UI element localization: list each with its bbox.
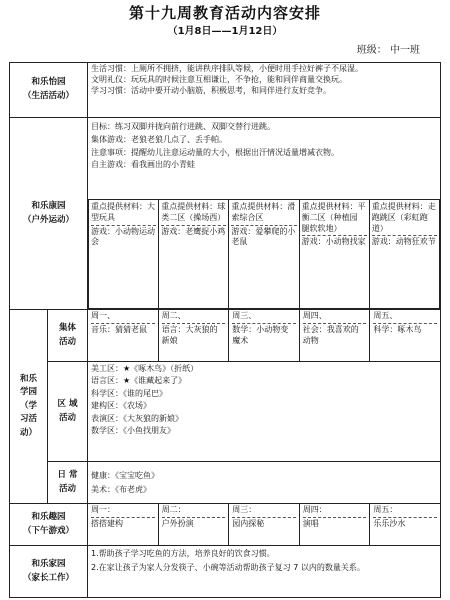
divider (373, 517, 437, 518)
daily-item: 美术：《布老虎》 (91, 484, 152, 494)
sub-title: 区 域 (57, 398, 78, 409)
afternoon-day-cell (88, 504, 159, 546)
daily-item: 健康：《宝宝吃鱼》 (91, 470, 160, 480)
section-subtitle: （家长工作） (23, 572, 75, 583)
section-label-afternoon (10, 504, 88, 546)
divider (303, 517, 367, 518)
row-learning-group (10, 310, 441, 362)
sub-title: 日 常 (57, 469, 78, 480)
daily-content (88, 462, 441, 504)
outdoor-zones (88, 199, 440, 309)
divider (91, 225, 156, 226)
day: 周四、 (302, 311, 327, 320)
outdoor-line: 目标：练习双脚并拢向前行进跳、双脚交替行进跳。 (91, 122, 276, 131)
day: 周二： (161, 505, 186, 514)
zone-game: 游戏：小动物找家 (301, 237, 366, 247)
row-afternoon (10, 504, 441, 546)
zone-cell (229, 200, 299, 309)
class-label: 班级： (356, 45, 387, 56)
zone-cell (369, 200, 439, 309)
activity: 户外扮演 (161, 518, 194, 528)
zone-game: 游戏：爱攀爬的小老鼠 (231, 226, 296, 247)
afternoon-day-cell (299, 504, 370, 546)
zone-cell (159, 200, 229, 309)
activity: 园内探秘 (232, 518, 265, 528)
outdoor-line: 自主游戏：看我画出的小青蛙 (91, 160, 196, 170)
life-line: 学习习惯：活动中要开动小脑筋，积极思考，和同伴进行友好竞争。 (91, 85, 332, 95)
zone-material: 重点提供材料：平衡二区（种植园 腿软软地） (301, 202, 366, 233)
zone-game: 游戏：老鹰捉小鸡 (161, 226, 226, 236)
area-item: 美工区：★《啄木鸟》（折纸） (91, 364, 199, 373)
home-line: 2.在家让孩子为家人分发筷子、小碗等活动帮助孩子复习 7 以内的数量关系。 (91, 562, 365, 572)
section-title: 和乐怡园 (31, 77, 66, 88)
row-learning-area (10, 362, 441, 462)
day: 周三： (232, 505, 257, 514)
divider (162, 323, 226, 324)
zone-material: 重点提供材料：滑索综合区 (231, 202, 296, 222)
sub-title: 集体 (59, 322, 77, 333)
sub-label-area (48, 362, 88, 462)
day: 周一、 (91, 311, 116, 320)
group-day-cell (229, 310, 300, 362)
divider (161, 225, 226, 226)
afternoon-day-cell (158, 504, 229, 546)
section-title: 和乐趣园 (31, 511, 66, 522)
group-day-cell (158, 310, 229, 362)
date-range: （1月8日——1月12日） (167, 26, 283, 37)
day: 周三、 (232, 311, 257, 320)
area-item: 建构区：《农场》 (91, 401, 152, 411)
section-subtitle: （户外运动） (23, 214, 75, 225)
activity: 乐乐沙水 (373, 518, 406, 528)
divider (373, 323, 437, 324)
sub-label-group (48, 310, 88, 362)
sub-title: 活动 (59, 483, 77, 494)
divider (91, 517, 155, 518)
divider (232, 323, 296, 324)
divider (91, 323, 155, 324)
divider (231, 225, 296, 226)
section-label-home (10, 546, 88, 598)
outdoor-line: 集体游戏：老狼老狼几点了、丢手帕。 (91, 134, 228, 144)
outdoor-line: 注意事项：提醒幼儿注意运动量的大小，根据出汗情况适量增减衣物。 (91, 147, 340, 157)
area-item: 表演区：《大灰狼的新娘》 (91, 413, 184, 423)
activity: 音乐：猜猜老鼠 (91, 324, 148, 334)
row-home (10, 546, 441, 598)
day: 周一： (91, 505, 116, 514)
section-subtitle: （学 (19, 400, 37, 411)
schedule-table (9, 62, 441, 598)
area-item: 数学区：《小鱼找朋友》 (91, 425, 176, 435)
life-content (88, 63, 441, 118)
life-line: 文明礼仪：玩玩具的时候注意互相谦让，不争抢，能和同伴商量交换玩。 (91, 74, 348, 84)
day: 周四： (302, 505, 327, 514)
sub-title: 活动 (59, 336, 77, 347)
row-life (10, 63, 441, 118)
divider (162, 517, 226, 518)
area-content (88, 362, 441, 462)
section-subtitle: 动） (19, 427, 37, 438)
row-outdoor (10, 118, 441, 310)
section-subtitle: （生活活动） (23, 91, 75, 101)
area-item: 语言区：★《谁藏起来了》 (91, 376, 187, 386)
zone-game: 游戏：动物狂欢节 (371, 237, 436, 247)
home-line: 1.帮助孩子学习吃鱼的方法，培养良好的饮食习惯。 (91, 549, 275, 558)
zone-material: 重点提供材料：球类二区（操场西） (161, 202, 226, 222)
zone-material: 重点提供材料：大型玩具 (91, 202, 156, 222)
outdoor-content (88, 118, 441, 310)
group-day-cell (370, 310, 441, 362)
day: 周二、 (161, 311, 186, 320)
section-title: 和乐家园 (31, 558, 66, 569)
activity: 科学：啄木鸟 (373, 324, 422, 334)
day: 周五、 (373, 311, 398, 320)
activity: 社会：我喜欢的动物 (302, 324, 359, 345)
zone-cell (299, 200, 369, 309)
divider (232, 517, 296, 518)
day: 周五： (373, 505, 398, 514)
area-item: 科学区：《谁的尾巴》 (91, 388, 168, 398)
activity: 搭搭建构 (91, 518, 124, 528)
class-info (357, 41, 420, 56)
afternoon-day-cell (370, 504, 441, 546)
group-day-cell (88, 310, 159, 362)
section-title: 和乐康园 (31, 200, 66, 211)
section-label-outdoor (10, 118, 88, 310)
group-day-cell (299, 310, 370, 362)
sub-label-daily (48, 462, 88, 504)
section-label-learning (10, 310, 48, 504)
section-subtitle: 习活 (19, 414, 37, 425)
page-title: 第十九周教育活动内容安排 (128, 4, 321, 22)
section-subtitle: （下午游戏） (23, 525, 75, 536)
home-content (88, 546, 441, 598)
class-value: 中一班 (390, 45, 420, 56)
life-line: 生活习惯：上厕所不拥挤，能讲秩序排队等候，小便时用手拉好裤子不尿湿。 (91, 64, 364, 73)
divider (303, 323, 367, 324)
section-title: 和乐 (19, 373, 37, 384)
activity: 数学：小动物变魔术 (232, 324, 289, 345)
zone-game: 游戏：小动物运动会 (91, 226, 156, 247)
zone-material: 重点提供材料：走跑跳区（彩虹跑道） (371, 202, 436, 233)
outdoor-text (88, 118, 440, 199)
section-label-life (10, 63, 88, 118)
section-title: 学园 (19, 387, 37, 398)
zone-cell (89, 200, 159, 309)
row-learning-daily (10, 462, 441, 504)
activity: 演唱 (302, 518, 319, 528)
afternoon-day-cell (229, 504, 300, 546)
sub-title: 活动 (59, 412, 77, 423)
activity: 语言：大灰狼的新娘 (161, 324, 218, 345)
